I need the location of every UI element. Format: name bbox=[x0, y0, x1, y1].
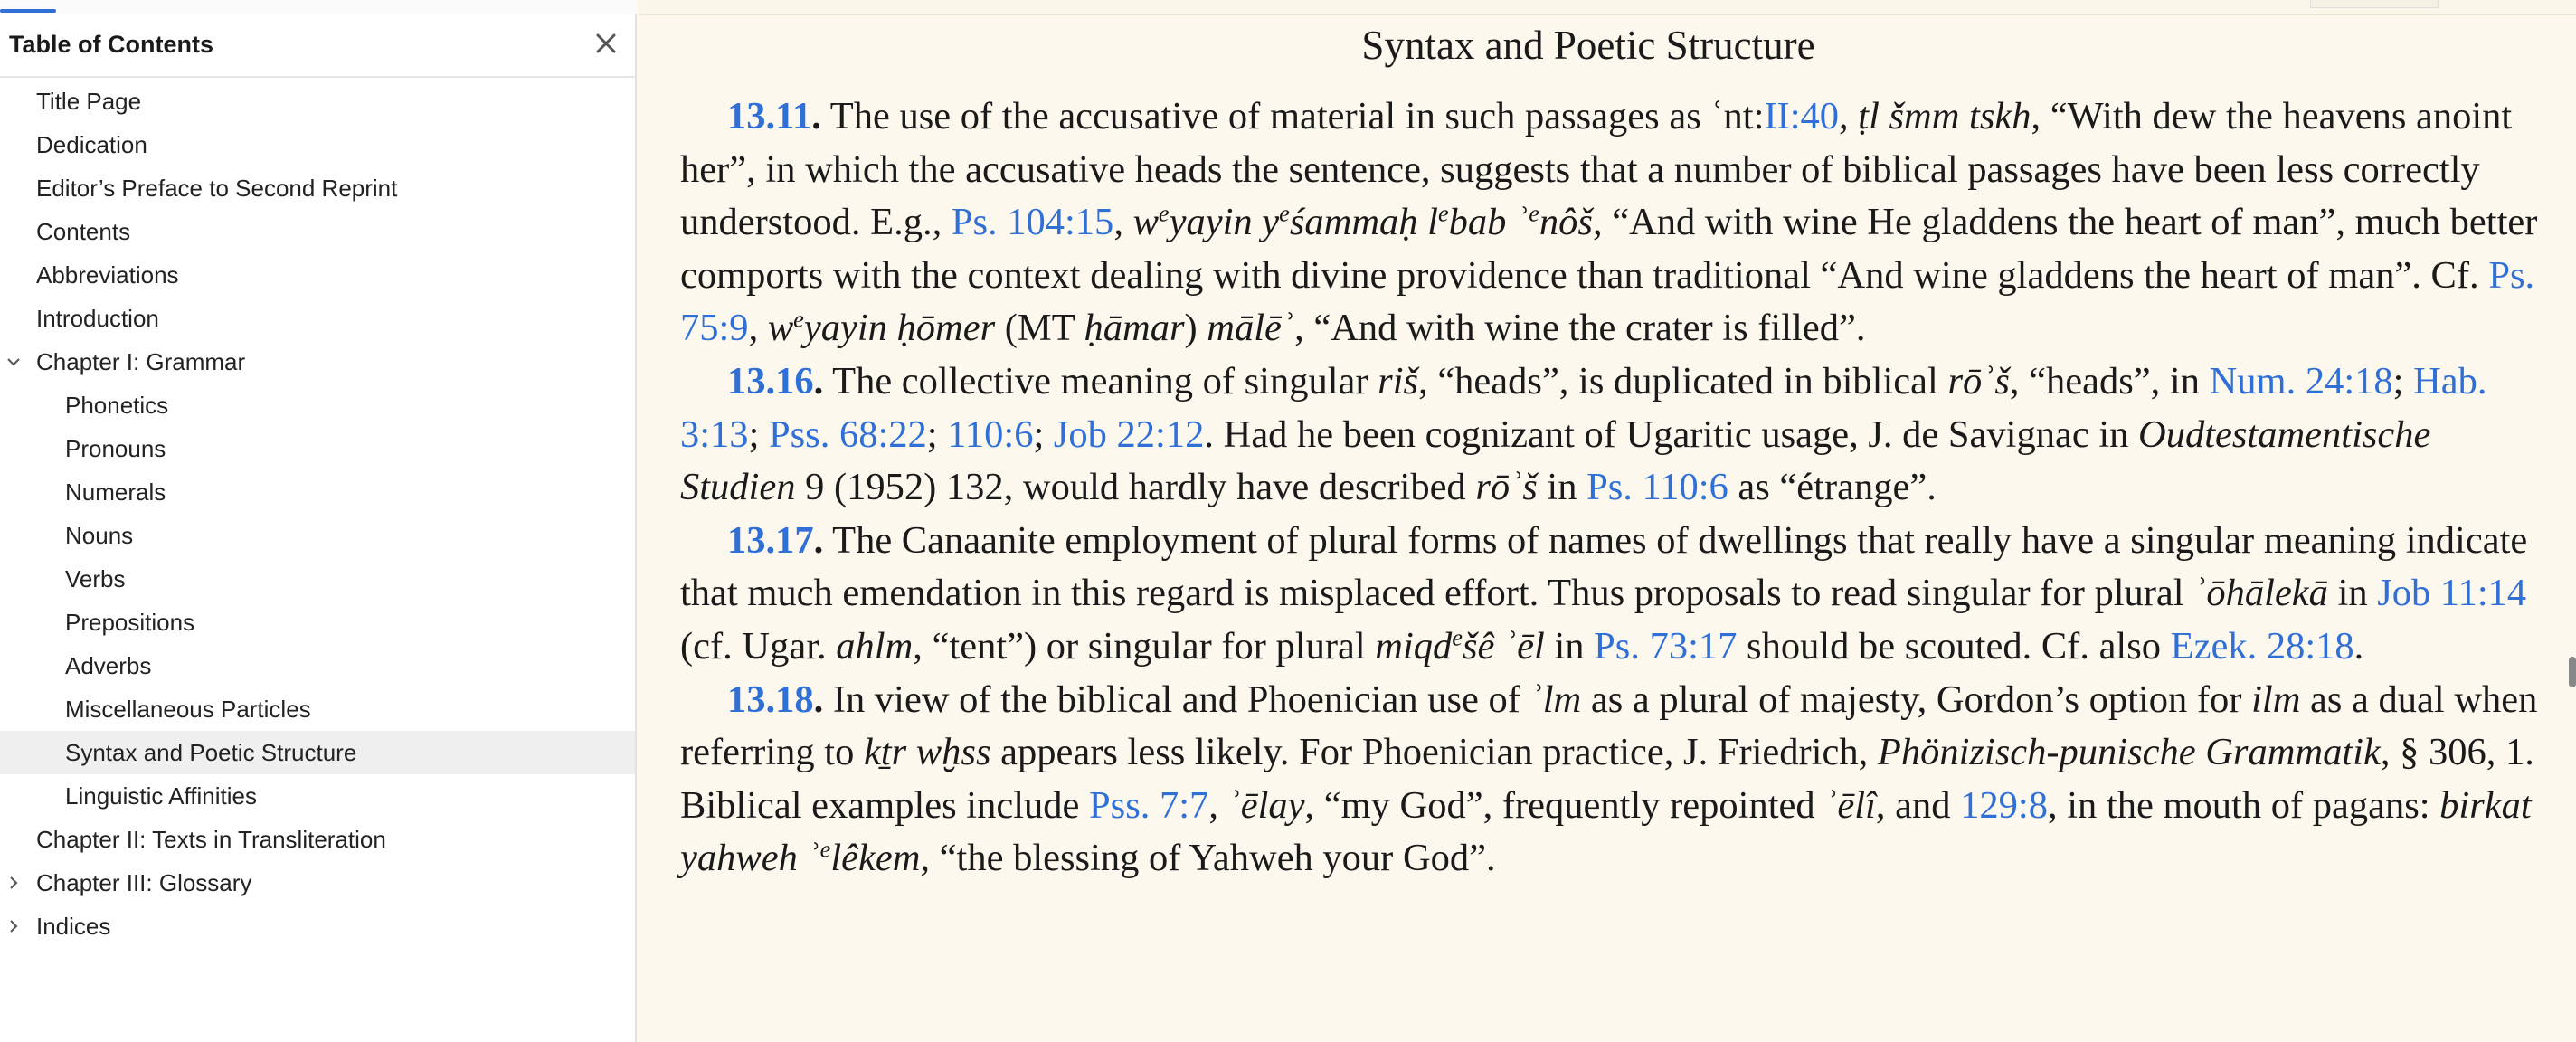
transliteration-part: nôš bbox=[1539, 201, 1593, 244]
text: The collective meaning of singular bbox=[823, 359, 1378, 403]
text: should be scouted. Cf. also bbox=[1737, 624, 2171, 668]
toc-item-chapter-1[interactable] bbox=[0, 340, 635, 384]
text: (cf. Ugar. bbox=[680, 624, 837, 668]
chevron-right-icon[interactable] bbox=[5, 918, 22, 934]
toc-item-prepositions[interactable] bbox=[0, 601, 635, 644]
toc-item-introduction[interactable] bbox=[0, 297, 635, 340]
close-icon[interactable] bbox=[590, 27, 622, 60]
scrollbar-thumb[interactable] bbox=[2569, 657, 2576, 687]
scripture-link[interactable]: Job 11:14 bbox=[2377, 572, 2527, 615]
transliteration-part: yayin ḥōmer bbox=[803, 307, 996, 350]
toc-item-label: Editor’s Preface to Second Reprint bbox=[36, 175, 398, 202]
superscript: e bbox=[1279, 200, 1290, 227]
superscript: e bbox=[1437, 200, 1449, 227]
scripture-link[interactable]: Ps. 75:9 bbox=[680, 253, 2535, 350]
toc-item-chapter-2[interactable] bbox=[0, 818, 635, 861]
text: . Had he been cognizant of Ugaritic usage, J. de Savignac in bbox=[1204, 412, 2139, 456]
toc-item-label: Chapter I: Grammar bbox=[36, 348, 246, 375]
text: , “And with wine He gladdens the heart of man”, much better comports with the context dealing with divine providence than traditional “And wine gladdens the heart of man”. Cf. bbox=[680, 201, 2538, 297]
transliteration: rōʾš bbox=[1947, 359, 2010, 403]
toc-item-verbs[interactable] bbox=[0, 557, 635, 601]
transliteration bbox=[1375, 625, 1545, 668]
paragraph-13-18 bbox=[680, 674, 2547, 886]
scripture-link[interactable]: Num. 24:18 bbox=[2209, 359, 2393, 403]
text: , bbox=[1113, 201, 1133, 244]
toc-item-contents[interactable] bbox=[0, 210, 635, 253]
chevron-right-icon[interactable] bbox=[5, 875, 22, 891]
scripture-link[interactable]: Pss. 7:7 bbox=[1089, 783, 1209, 827]
transliteration-part: śammaḥ l bbox=[1289, 201, 1438, 244]
paragraph-number-dot: . bbox=[811, 95, 821, 137]
transliteration: ahlm bbox=[836, 624, 914, 668]
text: in bbox=[1537, 466, 1587, 509]
paragraph-13-11 bbox=[680, 90, 2547, 355]
paragraph-13-16 bbox=[680, 355, 2547, 515]
text: , “heads”, in bbox=[2009, 359, 2210, 403]
toc-item-label: Prepositions bbox=[65, 609, 195, 636]
text: (MT bbox=[995, 307, 1084, 350]
toc-header bbox=[0, 14, 637, 78]
text: ; bbox=[1033, 412, 1054, 456]
paragraph-13-17 bbox=[680, 515, 2547, 674]
text: 9 (1952) 132, would hardly have described bbox=[795, 466, 1476, 509]
book-title: Oudtestamentische Studien bbox=[680, 412, 2431, 509]
scripture-link[interactable]: Ezek. 28:18 bbox=[2170, 624, 2354, 668]
paragraph-number-dot: . bbox=[813, 677, 824, 721]
text: , “tent”) or singular for plural bbox=[913, 624, 1376, 668]
transliteration: ʾēlay bbox=[1227, 783, 1305, 827]
transliteration bbox=[1133, 201, 1593, 243]
text: in bbox=[2327, 572, 2378, 615]
toc-item-numerals[interactable] bbox=[0, 470, 635, 514]
text: In view of the biblical and Phoenician use of bbox=[823, 677, 1530, 721]
toc-item-label: Verbs bbox=[65, 565, 126, 592]
transliteration-part: w bbox=[767, 307, 794, 350]
body-text bbox=[680, 90, 2547, 886]
toc-item-label: Syntax and Poetic Structure bbox=[65, 739, 357, 766]
scripture-link[interactable]: Pss. 68:22 bbox=[769, 412, 927, 456]
text: , “heads”, is duplicated in biblical bbox=[1418, 359, 1948, 403]
text: in bbox=[1544, 624, 1595, 668]
transliteration: ʾēlî bbox=[1824, 783, 1876, 827]
paragraph-number[interactable]: 13.18 bbox=[727, 677, 814, 721]
transliteration: kṯr wḫss bbox=[863, 731, 991, 774]
toc-item-label: Pronouns bbox=[65, 435, 166, 462]
active-tab-indicator bbox=[0, 9, 56, 13]
toc-item-label: Miscellaneous Particles bbox=[65, 696, 311, 723]
text: , “With dew the heavens anoint her”, in which the accusative heads the sentence, suggests that a number of biblical passages have been less correctly understood. E.g., bbox=[680, 95, 2513, 244]
toc-item-label: Adverbs bbox=[65, 652, 152, 679]
transliteration-part: w bbox=[1132, 201, 1159, 244]
text: , and bbox=[1875, 783, 1961, 827]
transliteration: ʾlm bbox=[1530, 677, 1582, 721]
toc-item-chapter-3[interactable] bbox=[0, 861, 635, 905]
text: , “And with wine the crater is filled”. bbox=[1294, 307, 1866, 350]
text: appears less likely. For Phoenician practice, J. Friedrich, bbox=[990, 731, 1878, 774]
paragraph-number-dot: . bbox=[813, 359, 824, 403]
transliteration bbox=[768, 307, 995, 349]
chevron-down-icon[interactable] bbox=[5, 354, 22, 370]
scripture-link[interactable]: Job 22:12 bbox=[1053, 412, 1205, 456]
toc-item-misc-particles[interactable] bbox=[0, 687, 635, 731]
transliteration: rōʾš bbox=[1475, 466, 1538, 509]
toc-item-adverbs[interactable] bbox=[0, 644, 635, 687]
toc-title: Table of Contents bbox=[9, 31, 213, 58]
text: as a plural of majesty, Gordon’s option for bbox=[1581, 677, 2252, 721]
transliteration: riš bbox=[1378, 359, 1419, 403]
toc-item-label: Chapter II: Texts in Transliteration bbox=[36, 826, 386, 853]
toc-item-nouns[interactable] bbox=[0, 514, 635, 557]
toc-item-syntax-poetic-structure[interactable] bbox=[0, 731, 635, 774]
scripture-link[interactable]: Ps. 104:15 bbox=[951, 201, 1114, 244]
text: ; bbox=[926, 412, 948, 456]
reader-top-strip bbox=[639, 0, 2576, 15]
toc-item-label: Chapter III: Glossary bbox=[36, 869, 252, 896]
superscript: e bbox=[1452, 624, 1463, 651]
transliteration: ʾōhālekā bbox=[2193, 572, 2328, 615]
toc-item-title-page[interactable] bbox=[0, 80, 635, 123]
cross-reference-link[interactable]: II:40 bbox=[1764, 95, 1840, 137]
transliteration: ilm bbox=[2251, 677, 2301, 721]
text: ; bbox=[748, 412, 769, 456]
superscript: e bbox=[793, 306, 804, 333]
transliteration-part: miqd bbox=[1375, 624, 1453, 668]
toc-item-dedication[interactable] bbox=[0, 123, 635, 166]
toc-item-label: Numerals bbox=[65, 478, 166, 506]
toc-item-label: Indices bbox=[36, 913, 111, 940]
superscript: e bbox=[1529, 200, 1539, 227]
text: ; bbox=[2392, 359, 2414, 403]
scripture-link[interactable]: Ps. 110:6 bbox=[1586, 466, 1728, 509]
text: , bbox=[1839, 95, 1859, 137]
transliteration: mālēʾ bbox=[1207, 307, 1295, 350]
superscript: e bbox=[1158, 200, 1170, 227]
reading-pane bbox=[639, 14, 2567, 1042]
text: , “the blessing of Yahweh your God”. bbox=[920, 837, 1496, 880]
text: , bbox=[1208, 783, 1228, 827]
toc-item-linguistic-affinities[interactable] bbox=[0, 774, 635, 818]
toc-item-label: Phonetics bbox=[65, 392, 169, 419]
scripture-link[interactable]: Ps. 73:17 bbox=[1594, 624, 1738, 668]
toc-top-strip bbox=[0, 0, 637, 14]
toc-panel bbox=[0, 0, 637, 1042]
scripture-link[interactable]: Hab. 3:13 bbox=[680, 359, 2487, 456]
text: as “étrange”. bbox=[1728, 466, 1937, 509]
paragraph-number[interactable]: 13.11 bbox=[727, 95, 812, 137]
toc-item-label: Title Page bbox=[36, 88, 142, 115]
paragraph-number-dot: . bbox=[813, 518, 824, 562]
text: . bbox=[2353, 624, 2364, 668]
toc-item-indices[interactable] bbox=[0, 905, 635, 948]
section-title: Syntax and Poetic Structure bbox=[1361, 23, 1815, 68]
text: , in the mouth of pagans: bbox=[2047, 783, 2440, 827]
transliteration-part: šê ʾēl bbox=[1463, 624, 1545, 668]
superscript: e bbox=[819, 836, 831, 863]
text: , bbox=[748, 307, 768, 350]
text: , § 306, 1. Biblical examples include bbox=[680, 731, 2534, 827]
toc-item-editors-preface[interactable] bbox=[0, 166, 635, 210]
toc-item-label: Dedication bbox=[36, 131, 147, 158]
transliteration-part: lêkem bbox=[830, 837, 921, 880]
toc-item-pronouns[interactable] bbox=[0, 427, 635, 470]
transliteration-part: yayin y bbox=[1169, 201, 1280, 244]
transliteration-part: bab ʾ bbox=[1448, 201, 1530, 244]
toolbar-tab[interactable] bbox=[2310, 0, 2439, 8]
toc-item-label: Nouns bbox=[65, 522, 134, 549]
toc-item-label: Introduction bbox=[36, 305, 159, 332]
paragraph-number[interactable]: 13.16 bbox=[727, 359, 814, 403]
toc-item-label: Abbreviations bbox=[36, 261, 179, 289]
scripture-link[interactable]: 110:6 bbox=[947, 412, 1034, 456]
toc-item-phonetics[interactable] bbox=[0, 384, 635, 427]
book-title: Phönizisch-punische Grammatik bbox=[1877, 731, 2381, 774]
text: The Canaanite employment of plural forms of names of dwellings that really have a singular meaning indicate that much emendation in this regard is misplaced effort. Thus proposals to read singular for plural bbox=[680, 518, 2528, 615]
toc-item-abbreviations[interactable] bbox=[0, 253, 635, 297]
transliteration: ḥāmar bbox=[1084, 307, 1185, 350]
text: The use of the accusative of material in such passages as ʿnt: bbox=[820, 95, 1765, 137]
transliteration: ṭl šmm tskh bbox=[1858, 95, 2031, 137]
transliteration-part: birkat yahweh ʾ bbox=[680, 783, 2532, 880]
scripture-link[interactable]: 129:8 bbox=[1960, 783, 2048, 827]
paragraph-number[interactable]: 13.17 bbox=[727, 518, 814, 562]
text: ) bbox=[1184, 307, 1208, 350]
text: as a dual when referring to bbox=[680, 677, 2538, 774]
toc-item-label: Contents bbox=[36, 218, 131, 245]
toc-item-label: Linguistic Affinities bbox=[65, 782, 257, 810]
toc-list bbox=[0, 80, 635, 948]
text: , “my God”, frequently repointed bbox=[1304, 783, 1825, 827]
